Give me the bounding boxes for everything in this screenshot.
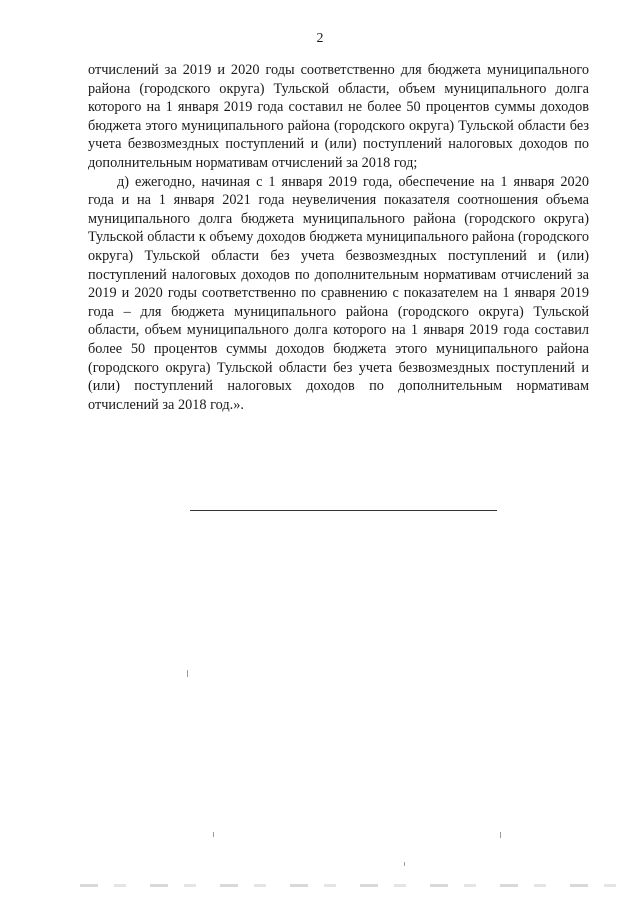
scan-speck — [404, 862, 405, 866]
end-of-text-divider — [190, 510, 497, 511]
paragraph-d: д) ежегодно, начиная с 1 января 2019 года, обеспечение на 1 января 2020 года и на 1 января 2021 года неувеличения показателя соотношения объема муниципального долга бюджета муниципального района (городского округа) Тульской области к объему доходов бюджета муниципального района (городского округа) Тульской области без учета безвозмездных поступлений и (или) поступлений налоговых доходов по дополнительным нормативам отчислений за 2019 и 2020 годы соответственно по сравнению с показателем на 1 января 2019 года – для бюджета муниципального района (городского округа) Тульской области, объем муниципального долга которого на 1 января 2019 года составил более 50 процентов суммы доходов бюджета этого муниципального района (городского округа) Тульской области без учета безвозмездных поступлений и (или) поступлений налоговых доходов по дополнительным нормативам отчислений за 2018 год.». — [88, 173, 589, 413]
scan-speck — [213, 832, 214, 837]
scan-speck — [187, 670, 188, 677]
scan-edge-artifact — [80, 884, 625, 887]
scan-speck — [500, 832, 501, 838]
paragraph-continuation: отчислений за 2019 и 2020 годы соответственно для бюджета муниципального района (городского округа) Тульской области, объем муниципального долга которого на 1 января 2019 года составил не более 50 процентов суммы доходов бюджета этого муниципального района (городского округа) Тульской области без учета безвозмездных поступлений и (или) поступлений налоговых доходов по дополнительным нормативам отчислений за 2018 год; — [88, 62, 589, 171]
page-number: 2 — [316, 31, 324, 46]
document-body — [88, 61, 589, 414]
